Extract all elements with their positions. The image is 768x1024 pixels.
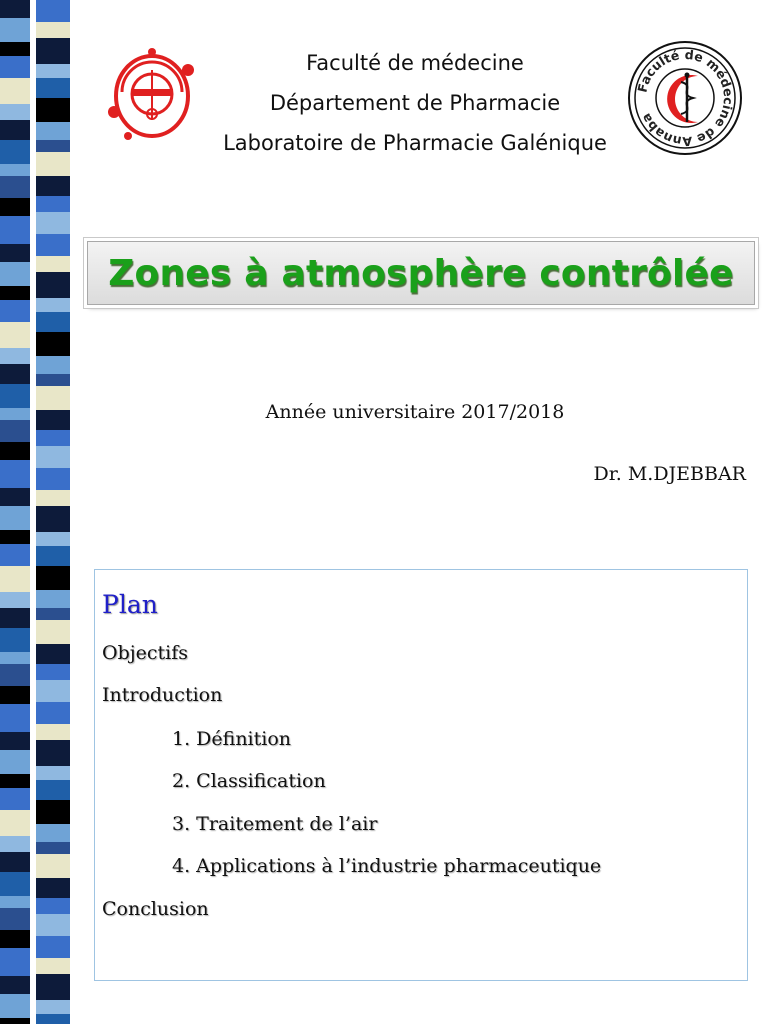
- plan-box: [94, 569, 748, 981]
- stripe-segment: [0, 78, 30, 104]
- stripe-segment: [0, 750, 30, 774]
- stripe-segment: [36, 140, 70, 152]
- stripe-segment: [0, 930, 30, 948]
- stripe-segment: [0, 300, 30, 322]
- stripe-segment: [0, 732, 30, 750]
- stripe-segment: [0, 976, 30, 994]
- stripe-column-left: [0, 0, 30, 1024]
- stripe-segment: [0, 348, 30, 364]
- stripe-segment: [0, 120, 30, 140]
- stripe-segment: [36, 98, 70, 122]
- author-name: Dr. M.DJEBBAR: [593, 463, 746, 485]
- stripe-segment: [36, 824, 70, 842]
- faculty-emblem-icon: [102, 42, 202, 148]
- stripe-segment: [0, 566, 30, 592]
- stripe-segment: [36, 506, 70, 532]
- caduceus-crescent-seal-icon: [626, 40, 744, 156]
- stripe-segment: [36, 212, 70, 234]
- stripe-segment: [36, 196, 70, 212]
- department-name: Département de Pharmacie: [269, 91, 561, 115]
- stripe-segment: [0, 262, 30, 286]
- stripe-segment: [0, 628, 30, 652]
- stripe-segment: [36, 332, 70, 356]
- stripe-segment: [0, 948, 30, 976]
- laboratory-name: Laboratoire de Pharmacie Galénique: [223, 131, 607, 155]
- seal-ring-text: Faculté de médecine de Annaba: [634, 46, 737, 150]
- stripe-segment: [36, 766, 70, 780]
- plan-item-definition: 1. Définition: [172, 728, 292, 750]
- stripe-segment: [0, 506, 30, 530]
- stripe-segment: [0, 164, 30, 176]
- stripe-segment: [36, 256, 70, 272]
- stripe-segment: [36, 1000, 70, 1014]
- stripe-segment: [0, 592, 30, 608]
- stripe-segment: [36, 620, 70, 644]
- plan-item-applications: 4. Applications à l’industrie pharmaceutique: [172, 855, 602, 877]
- stripe-segment: [36, 64, 70, 78]
- stripe-segment: [36, 0, 70, 22]
- stripe-segment: [36, 22, 70, 38]
- stripe-segment: [36, 800, 70, 824]
- stripe-segment: [36, 740, 70, 766]
- stripe-segment: [36, 898, 70, 914]
- stripe-segment: [0, 18, 30, 42]
- institution-header: [200, 48, 630, 168]
- stripe-segment: [0, 364, 30, 384]
- stripe-segment: [36, 644, 70, 664]
- stripe-segment: [0, 460, 30, 488]
- stripe-segment: [0, 384, 30, 408]
- stripe-segment: [36, 680, 70, 702]
- academic-year: Année universitaire 2017/2018: [265, 401, 565, 423]
- stripe-segment: [0, 244, 30, 262]
- stripe-segment: [36, 878, 70, 898]
- stripe-segment: [0, 608, 30, 628]
- stripe-segment: [0, 0, 30, 18]
- stripe-segment: [36, 356, 70, 374]
- stripe-segment: [0, 176, 30, 198]
- stripe-segment: [36, 664, 70, 680]
- plan-item-conclusion: Conclusion: [102, 898, 209, 920]
- stripe-segment: [0, 488, 30, 506]
- stripe-segment: [0, 788, 30, 810]
- stripe-segment: [0, 544, 30, 566]
- stripe-segment: [0, 704, 30, 732]
- stripe-segment: [36, 854, 70, 878]
- stripe-segment: [36, 914, 70, 936]
- stripe-segment: [36, 122, 70, 140]
- plan-item-traitement-air: 3. Traitement de l’air: [172, 813, 378, 835]
- stripe-segment: [36, 374, 70, 386]
- stripe-segment: [36, 176, 70, 196]
- stripe-segment: [36, 272, 70, 298]
- stripe-segment: [0, 198, 30, 216]
- stripe-segment: [36, 1014, 70, 1024]
- stripe-segment: [36, 974, 70, 1000]
- stripe-segment: [0, 686, 30, 704]
- stripe-segment: [36, 430, 70, 446]
- stripe-segment: [36, 546, 70, 566]
- plan-item-objectifs: Objectifs: [102, 642, 189, 664]
- stripe-segment: [36, 386, 70, 410]
- stripe-segment: [0, 56, 30, 78]
- stripe-segment: [0, 774, 30, 788]
- stripe-segment: [36, 234, 70, 256]
- stripe-segment: [0, 872, 30, 896]
- stripe-segment: [0, 994, 30, 1018]
- stripe-column-right: [36, 0, 70, 1024]
- stripe-segment: [36, 958, 70, 974]
- stripe-segment: [0, 530, 30, 544]
- stripe-segment: [36, 608, 70, 620]
- stripe-segment: [0, 408, 30, 420]
- stripe-segment: [36, 702, 70, 724]
- stripe-segment: [0, 286, 30, 300]
- stripe-segment: [36, 842, 70, 854]
- plan-item-classification: 2. Classification: [172, 770, 326, 792]
- stripe-segment: [0, 652, 30, 664]
- stripe-segment: [36, 38, 70, 64]
- stripe-segment: [0, 322, 30, 348]
- plan-heading: Plan: [102, 590, 158, 619]
- stripe-segment: [36, 490, 70, 506]
- document-title: Zones à atmosphère contrôlée: [108, 252, 734, 294]
- stripe-segment: [36, 312, 70, 332]
- stripe-segment: [0, 896, 30, 908]
- stripe-segment: [36, 410, 70, 430]
- stripe-segment: [0, 664, 30, 686]
- stripe-segment: [0, 104, 30, 120]
- stripe-segment: [0, 442, 30, 460]
- stripe-segment: [36, 78, 70, 98]
- stripe-segment: [0, 852, 30, 872]
- stripe-segment: [0, 908, 30, 930]
- stripe-segment: [0, 140, 30, 164]
- stripe-segment: [36, 780, 70, 800]
- plan-item-introduction: Introduction: [102, 684, 223, 706]
- stripe-segment: [36, 590, 70, 608]
- stripe-segment: [36, 724, 70, 740]
- title-banner: [87, 241, 755, 305]
- stripe-segment: [36, 532, 70, 546]
- stripe-segment: [36, 298, 70, 312]
- decorative-stripe-band: [0, 0, 72, 1024]
- stripe-segment: [36, 468, 70, 490]
- stripe-segment: [0, 216, 30, 244]
- stripe-segment: [0, 1018, 30, 1024]
- faculty-name: Faculté de médecine: [306, 51, 524, 75]
- stripe-segment: [36, 936, 70, 958]
- stripe-segment: [36, 446, 70, 468]
- stripe-segment: [0, 42, 30, 56]
- stripe-segment: [0, 836, 30, 852]
- stripe-segment: [0, 420, 30, 442]
- stripe-segment: [0, 810, 30, 836]
- stripe-segment: [36, 152, 70, 176]
- stripe-segment: [36, 566, 70, 590]
